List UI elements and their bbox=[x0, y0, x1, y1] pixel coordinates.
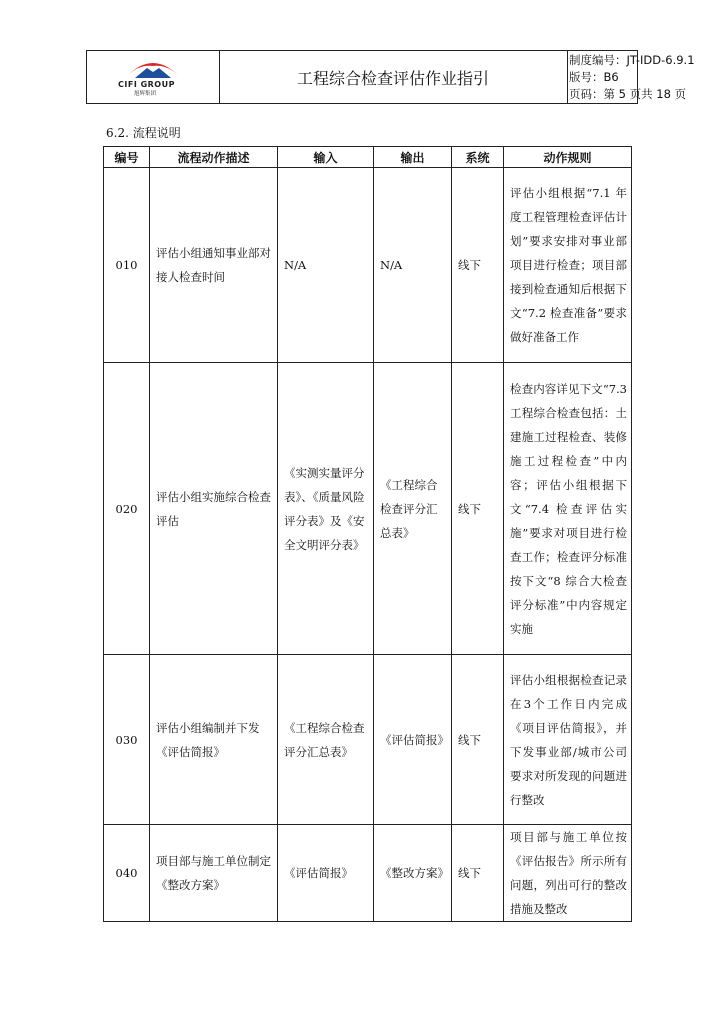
header-system: 系统 bbox=[452, 147, 504, 168]
row-number: 030 bbox=[104, 655, 150, 825]
company-name: CIFI GROUP bbox=[118, 80, 175, 89]
process-table bbox=[103, 146, 632, 922]
row-rule: 检查内容详见下文“7.3 工程综合检查包括：土建施工过程检查、装修施工过程检查”中内容；评估小组根据下文“7.4 检查评估实施”要求对项目进行检查工作；检查评分标准按下文“8 综合大检查评分标准”中内容规定实施 bbox=[504, 363, 632, 655]
document-meta bbox=[567, 51, 695, 104]
row-rule: 评估小组根据检查记录在3个工作日内完成《项目评估简报》，并下发事业部/城市公司要求对所发现的问题进行整改 bbox=[504, 655, 632, 825]
row-system: 线下 bbox=[452, 363, 504, 655]
row-output: N/A bbox=[374, 168, 452, 363]
document-header bbox=[86, 50, 695, 104]
row-rule: 评估小组根据“7.1 年度工程管理检查评估计划”要求安排对事业部项目进行检查；项目部接到检查通知后根据下文“7.2 检查准备”要求做好准备工作 bbox=[504, 168, 632, 363]
table-row bbox=[104, 168, 632, 363]
row-number: 040 bbox=[104, 825, 150, 922]
row-output: 《评估简报》 bbox=[374, 655, 452, 825]
row-system: 线下 bbox=[452, 168, 504, 363]
table-row bbox=[104, 363, 632, 655]
header-output: 输出 bbox=[374, 147, 452, 168]
row-input: N/A bbox=[278, 168, 374, 363]
row-system: 线下 bbox=[452, 825, 504, 922]
row-number: 010 bbox=[104, 168, 150, 363]
row-description: 评估小组编制并下发《评估简报》 bbox=[150, 655, 278, 825]
table-row bbox=[104, 825, 632, 922]
row-description: 项目部与施工单位制定《整改方案》 bbox=[150, 825, 278, 922]
row-output: 《整改方案》 bbox=[374, 825, 452, 922]
header-rule: 动作规则 bbox=[504, 147, 632, 168]
logo-cell bbox=[87, 51, 220, 103]
doc-version: 版号：B6 bbox=[569, 70, 619, 84]
header-description: 流程动作描述 bbox=[150, 147, 278, 168]
row-number: 020 bbox=[104, 363, 150, 655]
document-title: 工程综合检查评估作业指引 bbox=[219, 51, 568, 103]
doc-number: 制度编号：JT-IDD-6.9.1 bbox=[569, 53, 695, 67]
row-input: 《评估简报》 bbox=[278, 825, 374, 922]
section-title: 6.2. 流程说明 bbox=[106, 126, 181, 140]
company-logo-icon bbox=[121, 54, 185, 80]
company-sub-name: 旭辉集团 bbox=[134, 91, 157, 97]
row-description: 评估小组通知事业部对接人检查时间 bbox=[150, 168, 278, 363]
table-row bbox=[104, 655, 632, 825]
header-number: 编号 bbox=[104, 147, 150, 168]
row-description: 评估小组实施综合检查评估 bbox=[150, 363, 278, 655]
header-input: 输入 bbox=[278, 147, 374, 168]
row-input: 《实测实量评分表》、《质量风险评分表》及《安全文明评分表》 bbox=[278, 363, 374, 655]
row-rule: 项目部与施工单位按《评估报告》所示所有问题，列出可行的整改措施及整改 bbox=[504, 825, 632, 922]
row-system: 线下 bbox=[452, 655, 504, 825]
page-info: 页码：第 5 页共 18 页 bbox=[569, 87, 687, 101]
table-header-row bbox=[104, 147, 632, 168]
row-output: 《工程综合检查评分汇总表》 bbox=[374, 363, 452, 655]
row-input: 《工程综合检查评分汇总表》 bbox=[278, 655, 374, 825]
